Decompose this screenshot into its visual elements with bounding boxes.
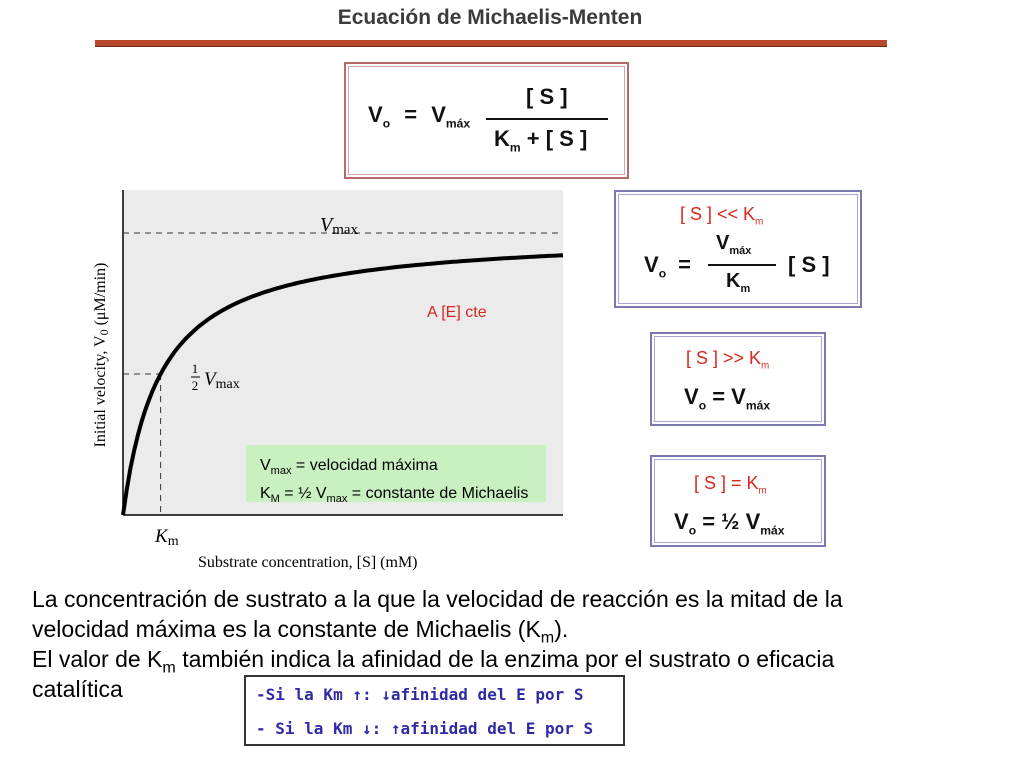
vmax-label: Vmax [320, 214, 359, 238]
x-axis-label: Substrate concentration, [S] (mM) [198, 554, 418, 571]
legend-km-definition: $K_M$ = ½ $V_{max}$ = constante de Michaelis [260, 485, 529, 505]
case-low-fraction-line [708, 264, 776, 266]
km-label: Km [155, 526, 179, 549]
slide-title: Ecuación de Michaelis-Menten [337, 6, 643, 29]
case-high-condition: [ S ] >> $K_m$ [686, 348, 770, 372]
title-divider [95, 40, 887, 47]
affinity-note-increase: -Si la Km ↑: ↓afinidad del E por S [256, 685, 584, 704]
explanation-line-2: velocidad máxima es la constante de Michaelis $(K_m)$. [32, 616, 569, 647]
equation-numerator: [ S ] [526, 84, 568, 109]
km-symbol: K [494, 126, 510, 151]
michaelis-menten-chart [80, 185, 600, 580]
explanation-line-3: El valor de $K_m$ también indica la afinidad de la enzima por el sustrato o eficacia [32, 646, 835, 677]
v0-symbol: V [368, 102, 383, 127]
affinity-note-decrease: - Si la Km ↓: ↑afinidad del E por S [256, 719, 594, 738]
case-low-factor: [ S ] [788, 252, 830, 277]
case-low-denominator: $K_m$ [726, 270, 751, 295]
fraction-line [486, 118, 608, 120]
case-low-condition: [ S ] << $K_m$ [680, 204, 764, 228]
case-low-substrate-box [614, 190, 862, 308]
km-subscript: m [509, 140, 521, 155]
equation-lhs [368, 102, 470, 130]
v0-subscript: o [382, 116, 391, 131]
half-vmax-label: Vmax [204, 369, 240, 392]
vmax-subscript: máx [445, 116, 471, 131]
case-low-lhs: $V_o$ = [644, 252, 691, 281]
half-denominator: 2 [191, 378, 199, 393]
equals-sign: = [404, 102, 418, 127]
explanation-line-1: La concentración de sustrato a la que la velocidad de reacción es la mitad de la [32, 586, 843, 612]
legend-vmax-definition: $V_{max}$ = velocidad máxima [260, 457, 438, 477]
explanation-line-4: catalítica [32, 676, 123, 702]
michaelis-menten-equation-box [344, 62, 629, 179]
y-axis-label: Initial velocity, V0 (μM/min) [92, 262, 111, 448]
equation-denominator [494, 126, 587, 154]
case-equal-substrate-box [650, 455, 826, 547]
affinity-note-box [244, 675, 625, 746]
half-numerator: 1 [191, 361, 199, 376]
vmax-symbol: V [431, 102, 446, 127]
case-low-numerator: $V_{máx}$ [716, 232, 752, 257]
case-high-substrate-box [650, 332, 826, 426]
case-high-equation: $V_o = V_{máx}$ [684, 384, 771, 413]
denominator-rest: + [ S ] [526, 126, 588, 151]
case-equal-condition: [ S ] = $K_m$ [694, 473, 767, 497]
case-equal-equation: $V_o$ = ½ $V_{máx}$ [674, 509, 785, 538]
enzyme-constant-annotation: A [E] cte [427, 304, 487, 321]
